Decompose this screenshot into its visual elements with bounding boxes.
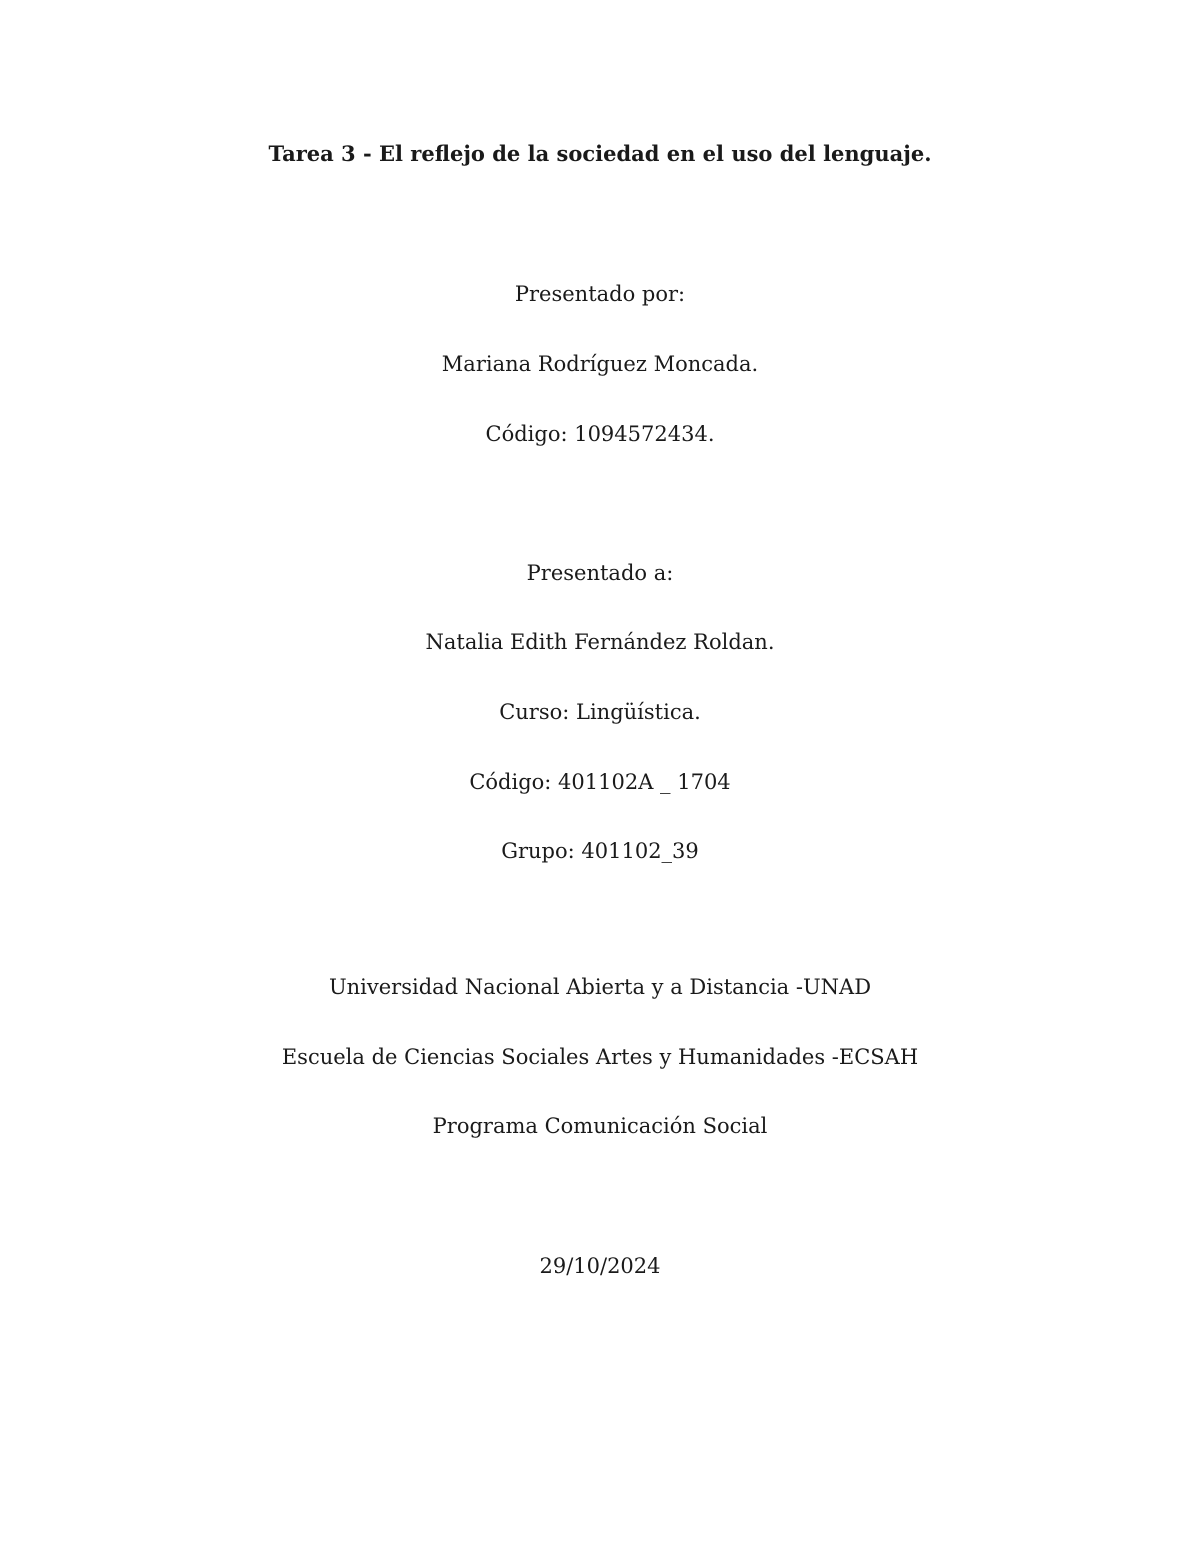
group-number: Grupo: 401102_39 <box>501 839 699 863</box>
document-title: Tarea 3 - El reflejo de la sociedad en el uso del lenguaje. <box>268 141 932 166</box>
presented-to-label: Presentado a: <box>526 561 674 585</box>
program-name: Programa Comunicación Social <box>432 1114 768 1138</box>
tutor-name: Natalia Edith Fernández Roldan. <box>425 630 775 654</box>
course-name: Curso: Lingüística. <box>499 700 701 724</box>
presented-by-label: Presentado por: <box>514 282 686 306</box>
university-name: Universidad Nacional Abierta y a Distancia -UNAD <box>328 975 872 999</box>
author-name: Mariana Rodríguez Moncada. <box>441 352 759 376</box>
course-code: Código: 401102A _ 1704 <box>469 770 731 794</box>
document-date: 29/10/2024 <box>539 1254 661 1278</box>
author-code: Código: 1094572434. <box>485 422 715 446</box>
school-name: Escuela de Ciencias Sociales Artes y Humanidades -ECSAH <box>281 1045 919 1069</box>
